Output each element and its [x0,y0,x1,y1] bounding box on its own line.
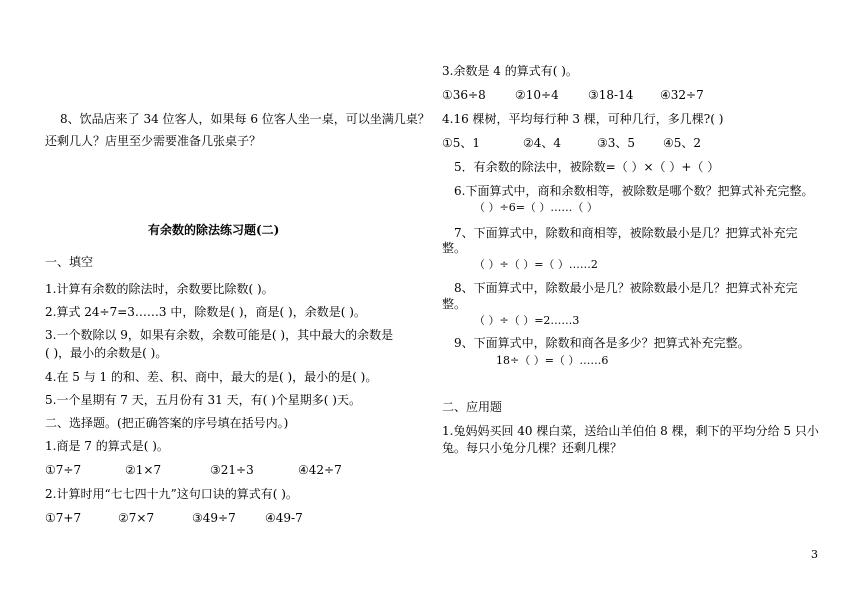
choice-1-option-a: ①7÷7 [45,463,82,477]
choice-4-option-a: ①5、1 [442,136,481,150]
problem-6-equation: （ ）÷6=（ ）……（ ） [474,201,598,214]
fill-question-1: 1.计算有余数的除法时，余数要比除数( )。 [45,282,274,296]
problem-9: 9、下面算式中，除数和商各是多少？把算式补充完整。 [454,336,750,350]
worksheet-title: 有余数的除法练习题(二) [148,223,280,237]
section-choice-heading: 二、选择题。(把正确答案的序号填在括号内。) [45,416,289,430]
choice-4-option-d: ④5、2 [663,136,702,150]
choice-question-1: 1.商是 7 的算式是( )。 [45,439,169,453]
choice-question-2: 2.计算时用“七七四十九”这句口诀的算式有( )。 [45,487,298,501]
fill-question-2: 2.算式 24÷7=3……3 中，除数是( )，商是( )，余数是( )。 [45,305,366,319]
choice-1-option-d: ④42÷7 [298,463,342,477]
application-question-1-line-2: 兔。每只小兔分几棵？还剩几棵？ [442,441,623,455]
choice-4-option-c: ③3、5 [597,136,636,150]
choice-4-option-b: ②4、4 [523,136,562,150]
choice-3-option-d: ④32÷7 [660,88,704,102]
fill-question-3-line-2: ( )，最小的余数是( )。 [45,346,168,360]
choice-question-4: 4.16 棵树，平均每行种 3 棵，可种几行，多几棵?( ) [442,112,724,126]
page-number: 3 [811,548,818,561]
choice-question-3: 3.余数是 4 的算式有( )。 [442,64,578,78]
fill-question-3-line-1: 3.一个数除以 9，如果有余数，余数可能是( )，其中最大的余数是 [45,328,394,342]
section-fill-blank-heading: 一、填空 [45,255,94,269]
fill-question-4: 4.在 5 与 1 的和、差、积、商中，最大的是( )，最小的是( )。 [45,370,378,384]
application-question-1-line-1: 1.兔妈妈买回 40 棵白菜，送给山羊伯伯 8 棵，剩下的平均分给 5 只小 [442,424,819,438]
section-application-heading: 二、应用题 [442,400,503,414]
fill-question-5: 5.一个星期有 7 天，五月份有 31 天，有( )个星期多( )天。 [45,393,361,407]
choice-3-option-a: ①36÷8 [442,88,486,102]
choice-1-option-b: ②1×7 [125,463,162,477]
problem-6: 6.下面算式中，商和余数相等，被除数是哪个数？把算式补充完整。 [454,184,814,198]
question-8-line-2: 还剩几人？店里至少需要准备几张桌子？ [45,134,262,148]
problem-7-line-2: 整。 [442,241,467,255]
problem-8-line-2: 整。 [442,297,467,311]
problem-7-line-1: 7、下面算式中，除数和商相等，被除数最小是几？把算式补充完 [454,226,798,240]
problem-8-line-1: 8、下面算式中，除数最小是几？被除数最小是几？把算式补充完 [454,281,798,295]
choice-2-option-c: ③49÷7 [192,511,236,525]
question-8-line-1: 8、饮品店来了 34 位客人，如果每 6 位客人坐一桌，可以坐满几桌？ [60,112,430,126]
choice-3-option-b: ②10÷4 [515,88,559,102]
choice-3-option-c: ③18-14 [588,88,634,102]
choice-2-option-b: ②7×7 [118,511,155,525]
choice-1-option-c: ③21÷3 [210,463,254,477]
problem-9-equation: 18÷（ ）=（ ）……6 [496,354,609,367]
choice-2-option-a: ①7+7 [45,511,82,525]
problem-8-equation: （ ）÷（ ）=2……3 [474,314,580,327]
problem-7-equation: （ ）÷（ ）=（ ）……2 [474,258,598,271]
problem-5: 5．有余数的除法中，被除数=（ ）×（ ）+（ ） [454,160,720,174]
choice-2-option-d: ④49-7 [265,511,303,525]
